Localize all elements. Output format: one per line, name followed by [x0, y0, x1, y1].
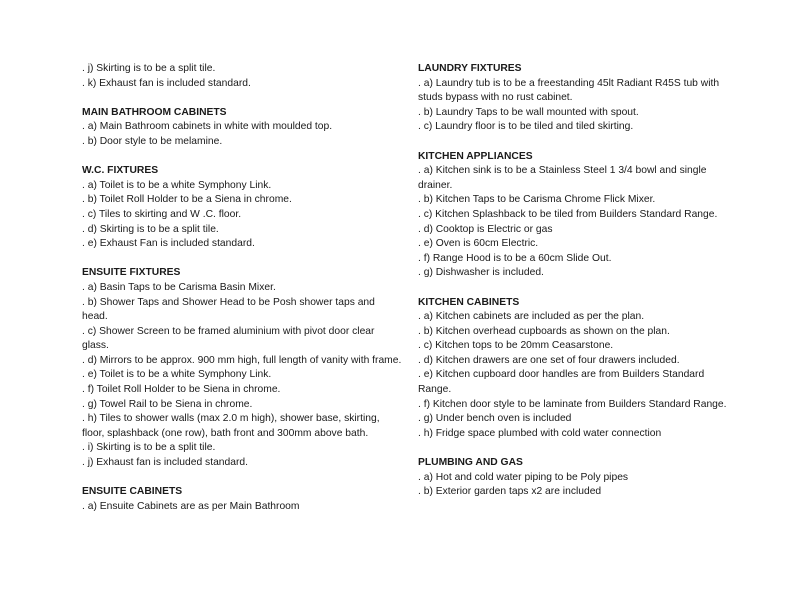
section-heading: W.C. FIXTURES	[82, 165, 159, 177]
list-item: . a) Laundry tub is to be a freestanding 45lt Radiant R45S tub with studs bypass with no rust cabinet.	[418, 77, 720, 104]
list-item: . c) Shower Screen to be framed aluminium with pivot door clear glass.	[82, 325, 375, 352]
list-item: . f) Toilet Roll Holder to be Siena in chrome.	[82, 384, 281, 396]
section-main-bathroom-cabinets	[82, 106, 402, 150]
list-item: . j) Skirting is to be a split tile.	[82, 63, 216, 74]
list-item: . g) Towel Rail to be Siena in chrome.	[82, 398, 253, 410]
section-heading: ENSUITE CABINETS	[82, 486, 183, 498]
left-column	[82, 62, 402, 529]
list-item: . b) Shower Taps and Shower Head to be Posh shower taps and head.	[82, 296, 375, 323]
section-bathroom-continued	[82, 62, 402, 91]
list-item: . c) Kitchen tops to be 20mm Ceasarstone.	[418, 340, 614, 352]
section-heading: LAUNDRY FIXTURES	[418, 63, 522, 74]
list-item: . a) Kitchen cabinets are included as per the plan.	[418, 311, 645, 323]
list-item: . b) Kitchen Taps to be Carisma Chrome Flick Mixer.	[418, 194, 656, 206]
list-item: . b) Toilet Roll Holder to be a Siena in chrome.	[82, 194, 292, 206]
section-heading: ENSUITE FIXTURES	[82, 267, 181, 279]
list-item: . h) Fridge space plumbed with cold water connection	[418, 427, 662, 439]
section-heading: KITCHEN APPLIANCES	[418, 150, 533, 162]
list-item: . c) Tiles to skirting and W .C. floor.	[82, 208, 242, 220]
section-ensuite-fixtures	[82, 266, 402, 470]
section-heading: PLUMBING AND GAS	[418, 457, 523, 469]
list-item: . b) Door style to be melamine.	[82, 135, 223, 147]
list-item: . i) Skirting is to be a split tile.	[82, 442, 216, 454]
list-item: . a) Kitchen sink is to be a Stainless Steel 1 3/4 bowl and single drainer.	[418, 165, 707, 191]
list-item: . k) Exhaust fan is included standard.	[82, 77, 251, 89]
section-wc-fixtures	[82, 164, 402, 252]
list-item: . d) Cooktop is Electric or gas	[418, 223, 553, 235]
list-item: . b) Exterior garden taps x2 are included	[418, 486, 602, 498]
list-item: . a) Hot and cold water piping to be Poly pipes	[418, 471, 629, 483]
section-ensuite-cabinets	[82, 485, 402, 514]
list-item: . j) Exhaust fan is included standard.	[82, 457, 248, 469]
section-heading: MAIN BATHROOM CABINETS	[82, 106, 227, 118]
list-item: . a) Main Bathroom cabinets in white with moulded top.	[82, 121, 333, 133]
list-item: . d) Mirrors to be approx. 900 mm high, full length of vanity with frame.	[82, 354, 402, 366]
list-item: . a) Toilet is to be a white Symphony Link.	[82, 179, 272, 191]
list-item: . a) Basin Taps to be Carisma Basin Mixer.	[82, 281, 276, 293]
section-plumbing-and-gas	[418, 456, 733, 500]
list-item: . e) Exhaust Fan is included standard.	[82, 238, 255, 250]
list-item: . e) Oven is 60cm Electric.	[418, 238, 539, 250]
list-item: . c) Laundry floor is to be tiled and tiled skirting.	[418, 121, 634, 133]
list-item: . a) Ensuite Cabinets are as per Main Bathroom	[82, 500, 300, 512]
list-item: . h) Tiles to shower walls (max 2.0 m high), shower base, skirting, floor, splashback (one row), bath front and 300mm above bath.	[82, 413, 380, 439]
section-kitchen-cabinets	[418, 296, 733, 442]
list-item: . f) Range Hood is to be a 60cm Slide Out.	[418, 252, 612, 264]
section-heading: KITCHEN CABINETS	[418, 296, 520, 308]
section-kitchen-appliances	[418, 150, 733, 281]
section-laundry-fixtures	[418, 62, 733, 135]
list-item: . e) Toilet is to be a white Symphony Link.	[82, 369, 272, 381]
list-item: . g) Dishwasher is included.	[418, 267, 544, 279]
list-item: . d) Skirting is to be a split tile.	[82, 223, 219, 235]
list-item: . d) Kitchen drawers are one set of four drawers included.	[418, 354, 680, 366]
list-item: . b) Laundry Taps to be wall mounted with spout.	[418, 106, 639, 118]
list-item: . c) Kitchen Splashback to be tiled from Builders Standard Range.	[418, 208, 718, 220]
list-item: . g) Under bench oven is included	[418, 413, 572, 425]
list-item: . b) Kitchen overhead cupboards as shown on the plan.	[418, 325, 670, 337]
list-item: . f) Kitchen door style to be laminate from Builders Standard Range.	[418, 398, 727, 410]
right-column	[418, 62, 733, 514]
list-item: . e) Kitchen cupboard door handles are from Builders Standard Range.	[418, 369, 705, 396]
